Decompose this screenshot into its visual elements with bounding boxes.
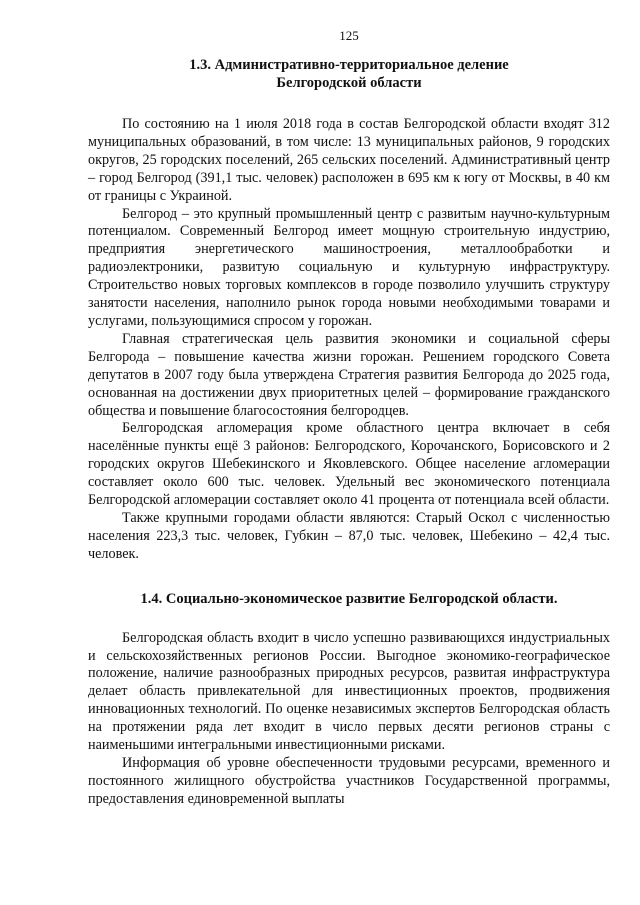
page-number: 125 [339,28,359,43]
paragraph-labor-resources: Информация об уровне обеспеченности трудовыми ресурсами, временного и постоянного жилищного обустройства участников Государственной программы, предоставления единовременной выплаты [88,755,610,807]
paragraph-administrative-structure: По состоянию на 1 июля 2018 года в состав Белгородской области входят 312 муниципальных образований, в том числе: 13 муниципальных районов, 9 городских округов, 25 городских поселений, 265 сельских поселений. Административный центр – город Белгород (391,1 тыс. человек) расположен в 695 км к югу от Москвы, в 40 км от границы с Украиной. [88,116,610,204]
section-heading-1-3-line-2: Белгородской области [276,75,422,91]
paragraph-agglomeration: Белгородская агломерация кроме областного центра включает в себя населённые пункты ещё 3 районов: Белгородского, Корочанского, Борисовского и 2 городских округов Шебекинского и Яковлевского. Общее население агломерации составляет около 600 тыс. человек. Удельный вес экономического потенциала Белгородской агломерации составляет около 41 процента от потенциала всей области. [88,420,610,509]
section-heading-1-3 [88,56,610,92]
section-heading-1-3-line-1: 1.3. Административно-территориальное деление [189,57,509,73]
document-page [88,28,610,809]
section-heading-1-4: 1.4. Социально-экономическое развитие Белгородской области. [140,590,558,607]
paragraph-strategic-goal: Главная стратегическая цель развития экономики и социальной сферы Белгорода – повышение качества жизни горожан. Решением городского Совета депутатов в 2007 году была утверждена Стратегия развития Белгорода до 2025 года, основанная на достижении двух приоритетных целей – формирование гражданского общества и повышение благосостояния белгородцев. [88,330,610,419]
paragraph-major-cities: Также крупными городами области являются: Старый Оскол с численностью населения 223,3 тыс. человек, Губкин – 87,0 тыс. человек, Шебекино – 42,4 тыс. человек. [88,509,610,562]
paragraph-regional-development: Белгородская область входит в число успешно развивающихся индустриальных и сельскохозяйственных регионов России. Выгодное экономико-географическое положение, наличие разнообразных природных ресурсов, развитая инфраструктура делает область привлекательной для инвестиционных проектов, продвижения инновационных технологий. По оценке независимых экспертов Белгородская область на протяжении ряда лет входит в число первых десяти регионов страны с наименьшими интегральными инвестиционными рисками. [88,629,610,754]
paragraph-belgorod-industry: Белгород – это крупный промышленный центр с развитым научно-культурным потенциалом. Современный Белгород имеет мощную строительную индустрию, предприятия энергетического машиностроения, металлообработки и радиоэлектроники, развитую социальную и культурную инфраструктуру. Строительство новых торговых комплексов в городе позволило улучшить структуру занятости населения, наполнило рынок города новыми необходимыми товарами и услугами, пользующимися спросом у горожан. [88,205,610,329]
